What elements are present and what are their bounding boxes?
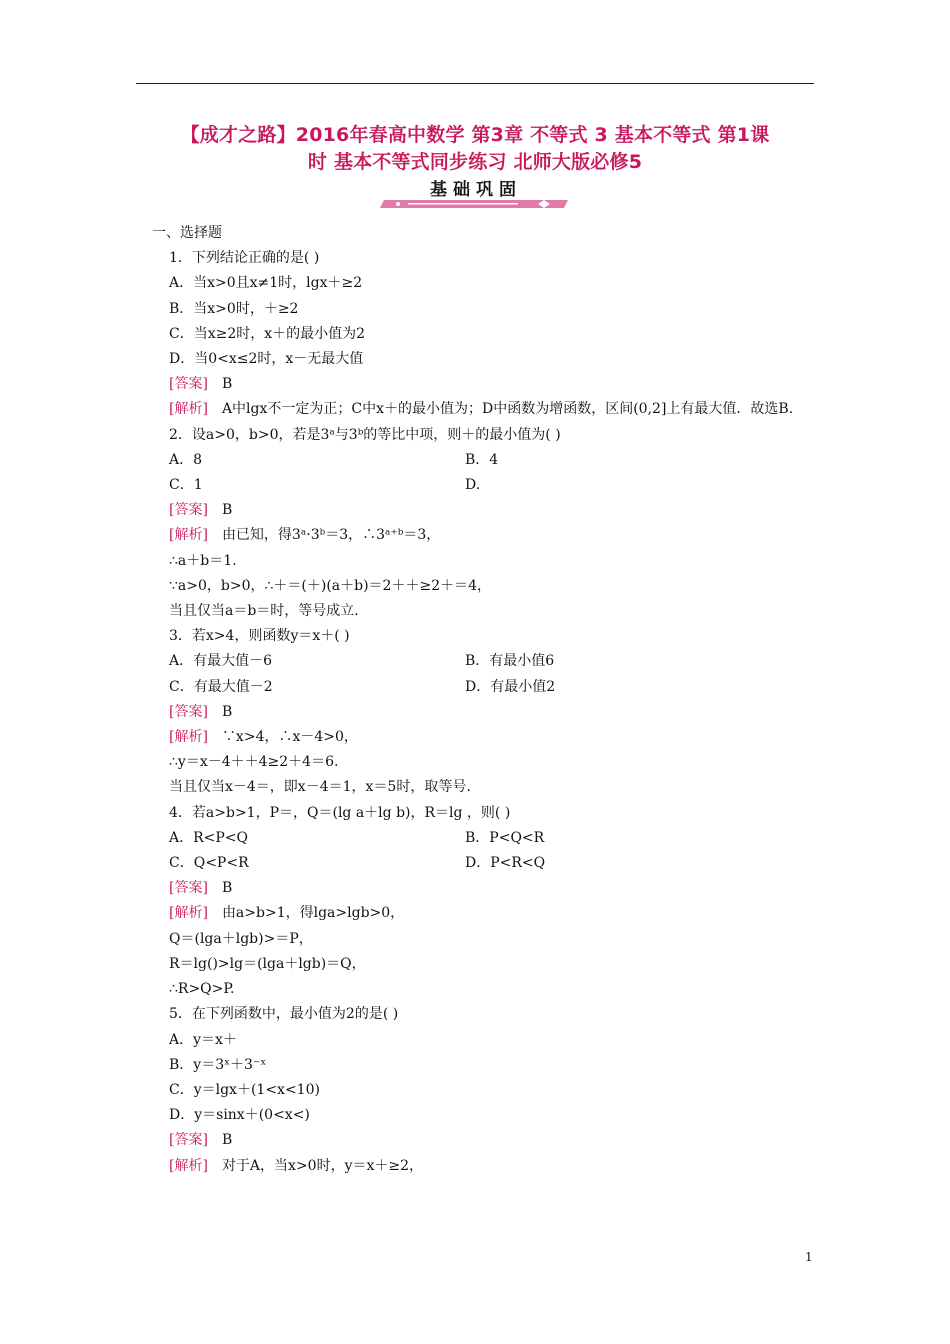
question-3-option-d: D．有最小值2 — [465, 678, 556, 695]
exercise-content — [152, 221, 814, 1179]
question-2-analysis-line: ∵a>0，b>0，∴＋＝(＋)(a＋b)＝2＋＋≥2＋＝4， — [169, 577, 492, 594]
question-3-option-b: B．有最小值6 — [465, 653, 555, 670]
question-4-analysis-line: R＝lg()>lg＝(lga＋lgb)＝Q， — [169, 955, 366, 972]
question-4-analysis-line: ∴R>Q>P. — [169, 981, 235, 998]
question-3-options-row-2 — [152, 675, 814, 700]
answer-value: B — [221, 880, 233, 897]
question-5-option-d: D．y＝sinx＋(0<x<) — [169, 1107, 310, 1124]
question-3-analysis-line: 当且仅当x－4＝，即x－4＝1，x＝5时，取等号. — [169, 779, 471, 796]
answer-tag: [答案] — [169, 1132, 208, 1149]
question-3-options-row-1 — [152, 649, 814, 674]
question-4-option-a: A．R<P<Q — [169, 829, 249, 846]
question-2-options-row-2 — [152, 473, 814, 498]
analysis-tag: [解析] — [169, 905, 208, 922]
question-3-option-c: C．有最大值－2 — [169, 678, 273, 695]
question-1-stem: 1．下列结论正确的是( ) — [169, 250, 320, 267]
analysis-tag: [解析] — [169, 527, 208, 544]
question-2-stem: 2．设a>0，b>0，若是3ᵃ与3ᵇ的等比中项，则＋的最小值为( ) — [169, 426, 561, 443]
question-3-analysis — [152, 725, 814, 750]
question-5-answer — [152, 1128, 814, 1153]
question-2-options-row-1 — [152, 448, 814, 473]
question-2-option-a: A．8 — [169, 451, 203, 468]
question-1-option-d: D．当0<x≤2时，x－无最大值 — [169, 351, 364, 368]
answer-tag: [答案] — [169, 502, 208, 519]
answer-value: B — [221, 376, 233, 393]
question-2-answer — [152, 498, 814, 523]
question-5-stem: 5．在下列函数中，最小值为2的是( ) — [169, 1006, 399, 1023]
answer-value: B — [221, 703, 233, 720]
section-banner — [380, 175, 572, 209]
page-number: 1 — [805, 1250, 813, 1264]
question-5-analysis — [152, 1154, 814, 1179]
question-2-option-d: D. — [465, 477, 481, 494]
question-5-option-a: A．y＝x＋ — [169, 1031, 237, 1048]
question-3-answer — [152, 700, 814, 725]
question-3-option-a: A．有最大值－6 — [169, 653, 273, 670]
question-2-analysis-line: ∴a＋b＝1. — [169, 552, 237, 569]
title-line-1: 【成才之路】2016年春高中数学 第3章 不等式 3 基本不等式 第1课 — [180, 124, 770, 146]
question-2-analysis — [152, 523, 814, 548]
section-heading: 一、选择题 — [152, 225, 222, 241]
analysis-text: 对于A，当x>0时，y＝x＋≥2， — [221, 1157, 424, 1174]
analysis-text: A中lgx不一定为正；C中x＋的最小值为；D中函数为增函数，区间(0,2]上有最大值．故选B. — [221, 401, 794, 418]
document-title — [136, 122, 814, 176]
answer-tag: [答案] — [169, 376, 208, 393]
question-1-option-a: A．当x>0且x≠1时，lgx＋≥2 — [169, 275, 363, 292]
answer-value: B — [221, 1132, 233, 1149]
answer-tag: [答案] — [169, 880, 208, 897]
question-2-option-c: C．1 — [169, 477, 203, 494]
question-1-option-c: C．当x≥2时，x＋的最小值为2 — [169, 325, 366, 342]
analysis-text: 由已知，得3ᵃ·3ᵇ＝3，∴3ᵃ⁺ᵇ＝3， — [221, 527, 441, 544]
answer-tag: [答案] — [169, 703, 208, 720]
analysis-tag: [解析] — [169, 401, 208, 418]
question-3-analysis-line: ∴y＝x－4＋＋4≥2＋4＝6. — [169, 754, 339, 771]
question-4-analysis — [152, 901, 814, 926]
question-4-analysis-line: Q＝(lga＋lgb)>＝P， — [169, 930, 313, 947]
question-5-option-b: B．y＝3ˣ＋3⁻ˣ — [169, 1056, 267, 1073]
question-3-stem: 3．若x>4，则函数y＝x＋( ) — [169, 628, 350, 645]
analysis-text: 由a>b>1，得lga>lgb>0， — [221, 905, 405, 922]
question-4-option-d: D．P<R<Q — [465, 855, 546, 872]
analysis-tag: [解析] — [169, 1157, 208, 1174]
banner-bar-graphic — [380, 199, 572, 209]
analysis-text: ∵x>4，∴x－4>0， — [221, 729, 358, 746]
question-1-option-b: B．当x>0时，＋≥2 — [169, 300, 299, 317]
question-5-option-c: C．y＝lgx＋(1<x<10) — [169, 1081, 320, 1098]
answer-value: B — [221, 502, 233, 519]
question-1-analysis — [152, 397, 814, 422]
header-rule — [136, 83, 814, 84]
question-4-answer — [152, 876, 814, 901]
analysis-tag: [解析] — [169, 729, 208, 746]
question-2-analysis-line: 当且仅当a＝b＝时，等号成立. — [169, 603, 359, 620]
title-line-2: 时 基本不等式同步练习 北师大版必修5 — [307, 151, 643, 173]
banner-label: 基础巩固 — [430, 180, 522, 200]
question-4-options-row-1 — [152, 826, 814, 851]
question-4-option-b: B．P<Q<R — [465, 829, 545, 846]
question-2-option-b: B．4 — [465, 451, 499, 468]
question-4-options-row-2 — [152, 851, 814, 876]
question-4-stem: 4．若a>b>1，P＝，Q＝(lg a＋lg b)，R＝lg ，则( ) — [169, 804, 511, 821]
question-4-option-c: C．Q<P<R — [169, 855, 249, 872]
question-1-answer — [152, 372, 814, 397]
